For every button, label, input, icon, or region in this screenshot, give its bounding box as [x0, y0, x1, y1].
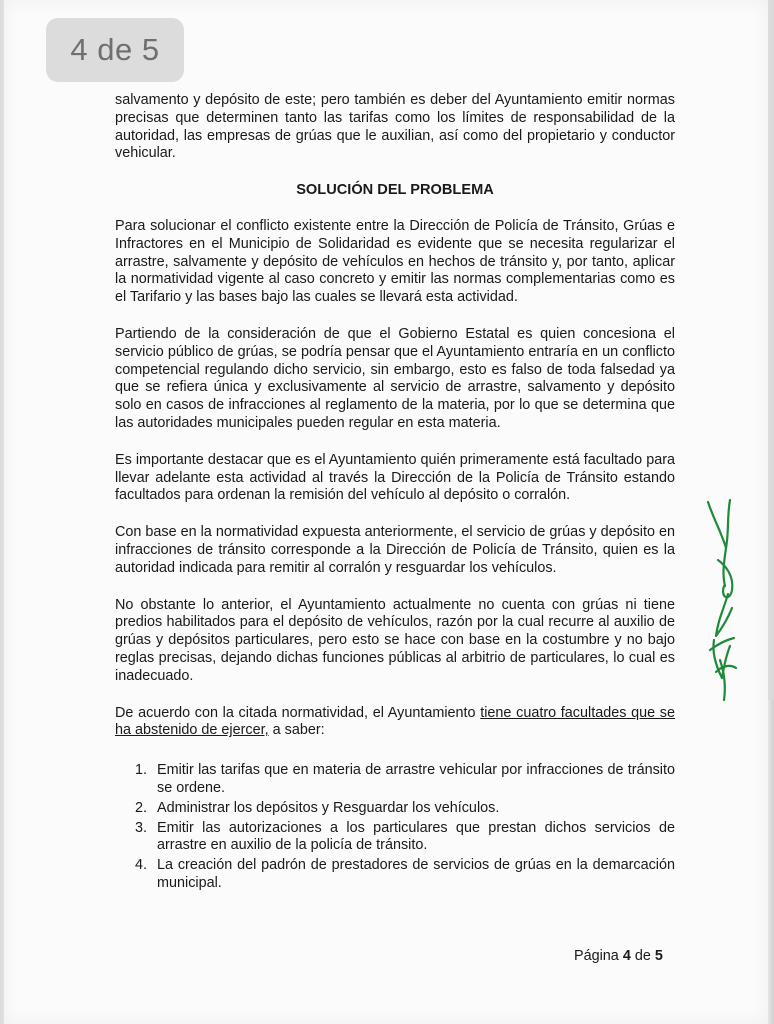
powers-intro-underlined: tiene cuatro facultades que se ha abstenido de ejercer, — [115, 704, 675, 739]
page-edge-shadow — [768, 700, 774, 1024]
handwritten-signature — [696, 490, 754, 708]
list-item-text: Administrar los depósitos y Resguardar los vehículos. — [157, 799, 500, 816]
paragraph-municipal-authority: Es importante destacar que es el Ayuntamiento quién primeramente está facultado para llevar adelante esta actividad al través la Dirección de la Policía de Tránsito estando facultados para ordenan la remisión del vehículo al depósito o corralón. — [115, 451, 675, 504]
page-indicator-badge: 4 de 5 — [46, 18, 184, 82]
list-item-text: Emitir las autorizaciones a los particulares que prestan dichos servicios de arrastre en auxilio de la policía de tránsito. — [157, 819, 675, 854]
list-item-text: La creación del padrón de prestadores de servicios de grúas en la demarcación municipal. — [157, 857, 675, 891]
paragraph-solution: Para solucionar el conflicto existente entre la Dirección de Policía de Tránsito, Grúas e Infractores en el Municipio de Solidaridad es evidente que se necesita regularizar el arrastre, salvamente y depósito de vehículos en hechos de tránsito y, por tanto, aplicar la normatividad vigente al caso concreto y emitir las normas complementarias como es el Tarifario y las bases bajo las cuales se llevará esta actividad. — [115, 217, 675, 306]
intro-paragraph: salvamento y depósito de este; pero también es deber del Ayuntamiento emitir normas precisas que determinen tanto las tarifas como los límites de responsabilidad de la autoridad, las empresas de grúas que le auxilian, así como del propietario y conductor vehicular. — [115, 92, 675, 162]
footer-current-page: 4 — [622, 948, 631, 964]
page-number-footer — [574, 948, 663, 964]
paragraph-state-concession: Partiendo de la consideración de que el Gobierno Estatal es quien concesiona el servicio público de grúas, se podría pensar que el Ayuntamiento entraría en un conflicto competencial regulando dicho servicio, sin embargo, esto es falso de toda falsedad ya que se refiera única y exclusivamente al servicio de arrastre, salvamento y depósito solo en casos de infracciones al reglamento de la materia, por lo que se determina que las autoridades municipales pueden regular en esta materia. — [115, 325, 675, 431]
powers-intro — [115, 705, 675, 741]
list-item — [135, 800, 675, 818]
list-item-text: Emitir las tarifas que en materia de arrastre vehicular por infracciones de tránsito se ordene. — [157, 762, 675, 796]
list-item-number: 3. — [135, 819, 148, 836]
powers-intro-after: a saber: — [268, 722, 325, 739]
list-item-number: 4. — [135, 857, 148, 874]
paragraph-current-situation: No obstante lo anterior, el Ayuntamiento actualmente no cuenta con grúas ni tiene predios habilitados para el depósito de vehículos, razón por la cual recurre al auxilio de grúas y depósitos particulares, pero esto se hace con base en la costumbre y no bajo reglas precisas, dejando dichas funciones públicas al arbitrio de particulares, lo cual es inadecuado. — [115, 596, 675, 684]
list-item — [135, 820, 675, 856]
paragraph-legal-basis: Con base en la normatividad expuesta anteriormente, el servicio de grúas y depósito en infracciones de tránsito corresponde a la Dirección de Policía de Tránsito, quien es la autoridad indicada para remitir al corralón y resguardar los vehículos. — [115, 524, 675, 576]
footer-total-pages: 5 — [654, 948, 663, 964]
footer-middle: de — [630, 948, 655, 964]
list-item-number: 1. — [135, 762, 148, 779]
document-body — [115, 92, 675, 895]
footer-prefix: Página — [574, 948, 623, 964]
list-item — [135, 762, 675, 798]
list-item-number: 2. — [135, 799, 148, 816]
list-item — [135, 857, 675, 893]
powers-intro-before: De acuerdo con la citada normatividad, el Ayuntamiento — [115, 704, 481, 721]
powers-list — [115, 762, 675, 893]
section-heading: SOLUCIÓN DEL PROBLEMA — [296, 182, 494, 199]
document-page — [4, 0, 768, 1024]
